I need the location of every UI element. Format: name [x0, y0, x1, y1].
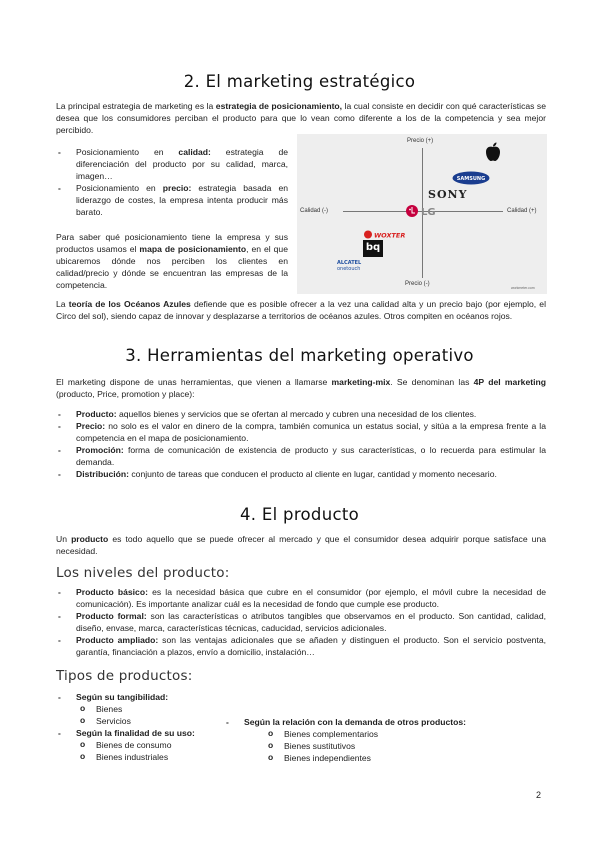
list-item: - Precio: no solo es el valor en dinero de la compra, también comunica un estatus social, y sitúa a la empresa frente a la competencia en el mapa de posicionamiento.	[56, 420, 546, 444]
list-item: - Promoción: forma de comunicación de existencia de producto y sus características, o lo recuerda para estimular la demanda.	[56, 444, 546, 468]
niveles-list	[56, 586, 546, 658]
apple-logo	[484, 142, 502, 167]
sublist-item: o Bienes de consumo	[78, 739, 256, 751]
quality-high-label: Calidad (+)	[507, 208, 537, 214]
alcatel-logo: ALCATEL onetouch	[337, 260, 362, 272]
list-item: - Producto básico: es la necesidad básica que cubre en el consumidor (por ejemplo, el móvil cubre la necesidad de comunicación). Es importante analizar cuál es la necesidad de fondo que cumple ese producto.	[56, 586, 546, 610]
paragraph-marketing-mix: El marketing dispone de unas herramientas, que vienen a llamarse marketing-mix. Se denominan las 4P del marketing (producto, Price, promotion y place):	[56, 377, 546, 399]
lg-logo	[405, 204, 447, 223]
list-item: - Según la relación con la demanda de otros productos: o Bienes complementarios o Bienes sustitutivos o Bienes independientes	[224, 716, 544, 764]
list-item: - Producto formal: son las características o atributos tangibles que observamos en el producto. Son cantidad, calidad, diseño, envase, marca, características técnicas, caducidad, servicios adicionales.	[56, 610, 546, 634]
sublist-item: o Servicios	[78, 715, 256, 727]
price-high-label: Precio (+)	[407, 138, 434, 144]
list-item: - Según su tangibilidad: o Bienes o Servicios	[56, 691, 256, 727]
positioning-map-image	[297, 134, 547, 294]
list-item: - Posicionamiento en calidad: estrategia de diferenciación del producto por su calidad, marca, imagen…	[56, 146, 288, 182]
image-credit: workmeter.com	[511, 286, 535, 290]
list-item: - Según la finalidad de su uso: o Bienes de consumo o Bienes industriales	[56, 727, 256, 763]
paragraph-estrategia-posicionamiento: La principal estrategia de marketing es la estrategia de posicionamiento, la cual consiste en decidir con qué características se desea que los consumidores perciban el producto para que lo vean como diferente a los de la competencia y sea mejor percibido.	[56, 101, 547, 135]
sublist-item: o Bienes complementarios	[266, 728, 544, 740]
sublist-item: o Bienes industriales	[78, 751, 256, 763]
svg-text:SAMSUNG: SAMSUNG	[456, 176, 486, 182]
sublist-item: o Bienes sustitutivos	[266, 740, 544, 752]
page-number: 2	[536, 790, 542, 800]
price-low-label: Precio (-)	[405, 281, 430, 287]
tipos-right-list	[224, 716, 544, 764]
sublist	[266, 728, 544, 764]
paragraph-oceanos-azules: La teoría de los Océanos Azules defiende que es posible ofrecer a la vez una calidad alta y un precio bajo (por ejemplo, el Circo del sol), siendo capaz de innovar y desplazarse a territorios de océanos azules. Otros compiten en océanos rojos.	[56, 299, 546, 321]
subsection-title-tipos: Tipos de productos:	[56, 668, 193, 684]
quality-low-label: Calidad (-)	[300, 208, 329, 214]
paragraph-definicion-producto: Un producto es todo aquello que se puede ofrecer al mercado y que el consumidor desea adquirir porque satisface una necesidad.	[56, 534, 547, 556]
list-item: - Producto: aquellos bienes y servicios que se ofertan al mercado y cubren una necesidad de los clientes.	[56, 408, 546, 420]
list-item: - Producto ampliado: son las ventajas adicionales que se añaden y distinguen el producto. Son el servicio postventa, garantía, financiación a plazos, envío a domicilio, instalación…	[56, 634, 546, 658]
subsection-title-niveles: Los niveles del producto:	[56, 565, 230, 581]
bq-logo: bq	[363, 240, 383, 257]
section-title-marketing-operativo: 3. Herramientas del marketing operativo	[125, 346, 474, 365]
section-title-marketing-estrategico: 2. El marketing estratégico	[183, 72, 416, 91]
svg-text:LG: LG	[421, 207, 436, 218]
sony-logo: SONY	[428, 188, 468, 201]
sublist-item: o Bienes	[78, 703, 256, 715]
positioning-list	[56, 146, 288, 218]
list-item: - Distribución: conjunto de tareas que conducen el producto al cliente en lugar, cantidad y momento necesario.	[56, 468, 546, 480]
svg-text:WOXTER: WOXTER	[374, 231, 406, 240]
paragraph-mapa-posicionamiento: Para saber qué posicionamiento tiene la empresa y sus productos usamos el mapa de posicionamiento, en el que ubicaremos dónde nos perciben los clientes en calidad/precio y dónde se encuentran las empresas de la competencia.	[56, 232, 288, 290]
list-item: - Posicionamiento en precio: estrategia basada en liderazgo de costes, la empresa intenta producir más barato.	[56, 182, 288, 218]
four-p-list	[56, 408, 546, 480]
sublist-item: o Bienes independientes	[266, 752, 544, 764]
section-title-producto: 4. El producto	[240, 505, 359, 524]
